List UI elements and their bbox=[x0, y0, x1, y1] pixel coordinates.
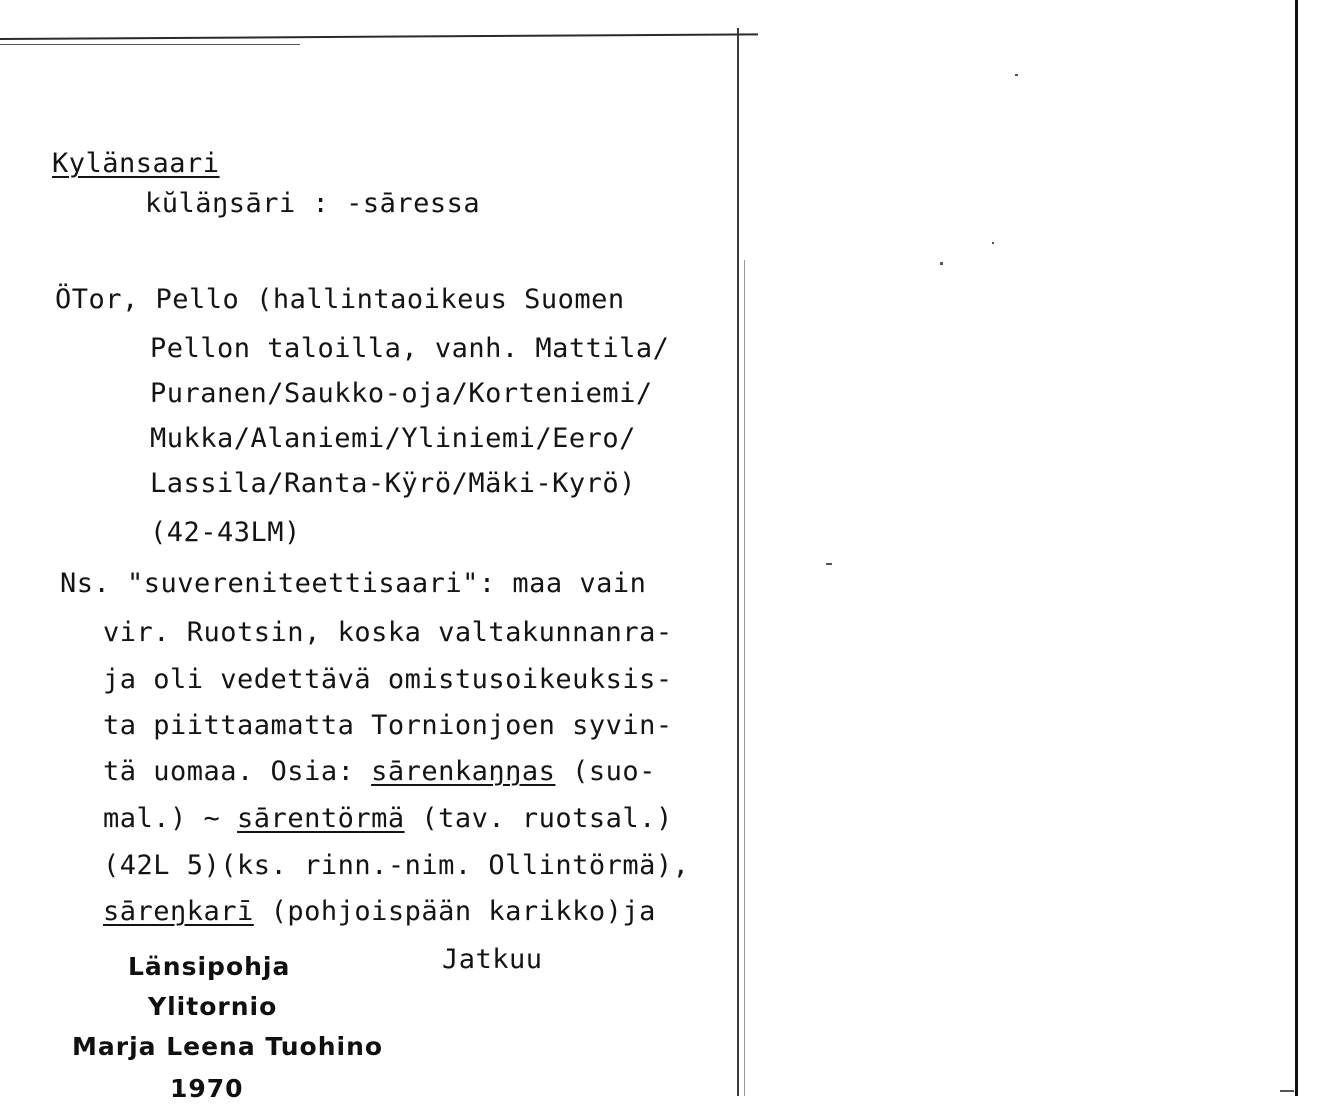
note-line-6-start: mal.) ~ bbox=[103, 803, 238, 834]
pronunciation: kŭläŋsāri : -sāressa bbox=[145, 188, 481, 219]
source-line-2: Pellon taloilla, vanh. Mattila/ bbox=[150, 333, 670, 364]
scan-right-edge bbox=[1295, 0, 1298, 1096]
card-right-edge-shadow bbox=[744, 260, 745, 1096]
continues-label: Jatkuu bbox=[442, 944, 543, 975]
card-top-edge bbox=[0, 33, 758, 40]
source-line-4: Mukka/Alaniemi/Yliniemi/Eero/ bbox=[150, 423, 636, 454]
note-line-5-start: tä uomaa. Osia: bbox=[103, 756, 372, 787]
note-line-4: ta piittaamatta Tornionjoen syvin- bbox=[103, 710, 673, 741]
card-right-edge bbox=[737, 28, 739, 1096]
scan-speck bbox=[1280, 1090, 1294, 1092]
source-line-6: (42-43LM) bbox=[150, 517, 301, 548]
scan-speck bbox=[940, 262, 943, 265]
headword: Kylänsaari bbox=[52, 148, 220, 179]
scan-speck bbox=[826, 563, 832, 565]
source-line-3: Puranen/Saukko-oja/Korteniemi/ bbox=[150, 378, 653, 409]
term-sarenkangas: sārenkaŋŋas bbox=[371, 756, 556, 787]
note-line-8-end: (pohjoispään karikko)ja bbox=[253, 896, 656, 927]
note-line-3: ja oli vedettävä omistusoikeuksis- bbox=[103, 664, 673, 695]
scan-speck bbox=[992, 242, 994, 244]
card-top-edge-shadow bbox=[0, 44, 300, 45]
note-line-1: Ns. "suvereniteettisaari": maa vain bbox=[60, 568, 647, 599]
note-line-8 bbox=[103, 896, 656, 928]
note-line-5 bbox=[103, 756, 656, 788]
note-line-6-end: (tav. ruotsal.) bbox=[404, 803, 673, 834]
stamp-region: Länsipohja bbox=[128, 952, 291, 981]
term-sarenkari: sāreŋkarī bbox=[103, 896, 254, 927]
stamp-parish: Ylitornio bbox=[148, 992, 278, 1021]
stamp-year: 1970 bbox=[170, 1074, 244, 1103]
stamp-collector: Marja Leena Tuohino bbox=[72, 1032, 384, 1061]
note-line-7: (42L 5)(ks. rinn.-nim. Ollintörmä), bbox=[103, 850, 690, 881]
scan-speck bbox=[1015, 74, 1018, 76]
note-line-2: vir. Ruotsin, koska valtakunnanra- bbox=[103, 617, 673, 648]
source-line-5: Lassila/Ranta-Kÿrö/Mäki-Kyrö) bbox=[150, 468, 636, 499]
source-line-1: ÖTor, Pello (hallintaoikeus Suomen bbox=[55, 284, 625, 315]
term-sarentorma: sārentörmä bbox=[237, 803, 405, 834]
note-line-6 bbox=[103, 803, 673, 835]
note-line-5-end: (suo- bbox=[555, 756, 656, 787]
